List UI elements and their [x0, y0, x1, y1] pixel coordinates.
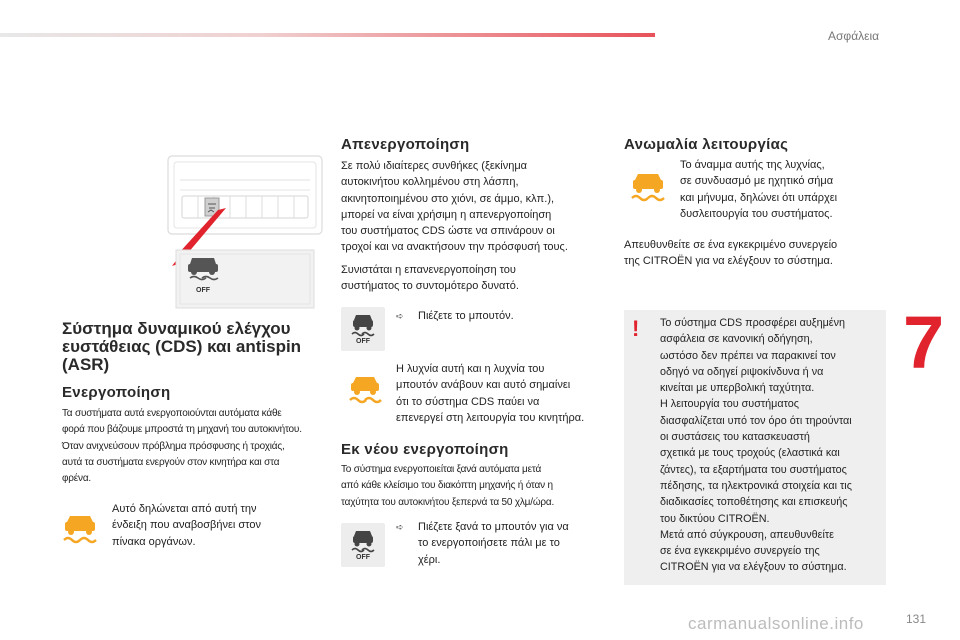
off-label: OFF [356, 338, 370, 345]
page-number: 131 [906, 612, 927, 626]
deactivation-heading: Απενεργοποίηση [341, 136, 470, 153]
press-button-step: ➪ Πιέζετε το μπουτόν. [396, 308, 606, 324]
malfunction-paragraph: Το άναμμα αυτής της λυχνίας, σε συνδυασμό με ηχητικό σήμα και μήνυμα, δηλώνει ότι υπάρχει δυσλειτουργία του συστήματος. [680, 159, 838, 220]
activation-paragraph: Τα συστήματα αυτά ενεργοποιούνται αυτόματα κάθε φορά που βάζουμε μπροστά τη μηχανή του αυτοκινήτου. Όταν ανιχνεύσουν πρόβλημα πρόσφυσης ή τροχιάς, αυτά τα συστήματα ενεργούν στον κινητήρα και στα φρένα. [62, 408, 302, 485]
flashing-indicator-icon [58, 508, 102, 548]
header-accent-bar [0, 33, 655, 37]
press-again-step: ➪ Πιέζετε ξανά το μπουτόν για να το ενεργοποιήσετε πάλι με το χέρι. [396, 521, 569, 566]
system-title: Σύστημα δυναμικού ελέγχου ευστάθειας (CDS) και antispin (ASR) [62, 319, 302, 375]
lamp-paragraph: Η λυχνία αυτή και η λυχνία του μπουτόν ανάβουν και αυτό σημαίνει ότι το σύστημα CDS παύει να επενεργεί στη λειτουργία του κινητήρα. [396, 363, 585, 424]
reactivation-paragraph: Το σύστημα ενεργοποιείται ξανά αυτόματα μετά από κάθε κλείσιμο του διακόπτη μηχανής ή όταν η ταχύτητα του αυτοκινήτου ξεπερνά τα 50 χλμ/ώρα. [341, 464, 555, 508]
malfunction-heading: Ανωμαλία λειτουργίας [624, 136, 789, 153]
warning-text: Το σύστημα CDS προσφέρει αυξημένη ασφάλεια σε κανονική οδήγηση, ωστόσο δεν πρέπει να παρακινεί τον οδηγό να οδηγεί ριψοκίνδυνα ή να κινείται με υπερβολική ταχύτητα. Η λειτουργία του συστήματος διασφαλίζεται υπό τον όρο ότι τηρούνται οι συστάσεις του κατασκευαστή σχετικά με τους τροχούς (ελαστικά και ζάντες), τα εξαρτήματα του συστήματος πέδησης, τα ηλεκτρονικά στοιχεία και τις διαδικασίες τοποθέτησης και επισκευής του δικτύου CITROËN. Μετά από σύγκρουση, απευθυνθείτε σε ένα εγκεκριμένο συνεργείο της CITROËN για να ελέγξουν το σύστημα. [660, 317, 852, 574]
indicator-paragraph: Αυτό δηλώνεται από αυτή την ένδειξη που αναβοσβήνει στον πίνακα οργάνων. [112, 503, 261, 548]
off-button-icon-box-2 [341, 523, 385, 567]
watermark: carmanualsonline.info [688, 614, 864, 633]
section-title: Ασφάλεια [828, 29, 880, 43]
dealer-paragraph: Απευθυνθείτε σε ένα εγκεκριμένο συνεργείο της CITROËN για να ελέγξουν το σύστημα. [624, 239, 838, 268]
car-skid-off-icon [178, 248, 228, 282]
reactivation-heading: Εκ νέου ενεργοποίηση [341, 441, 509, 458]
recommend-paragraph: Συνιστάται η επανενεργοποίηση του συστήματος το συντομότερο δυνατό. [341, 264, 519, 293]
bullet-arrow-icon: ➪ [396, 311, 404, 321]
off-label: OFF [196, 287, 210, 294]
off-button-icon-box [341, 307, 385, 351]
dashboard-illustration [160, 150, 330, 310]
warning-exclamation-icon: ! [632, 316, 640, 341]
bullet-arrow-icon: ➪ [396, 522, 404, 532]
chapter-number: 7 [903, 301, 945, 384]
deactivation-paragraph: Σε πολύ ιδιαίτερες συνθήκες (ξεκίνημα αυτοκινήτου κολλημένου στη λάσπη, ακινητοποιημένου στο χιόνι, σε άμμο, κλπ.), μπορεί να είναι χρήσιμη η απενεργοποίηση του συστήματος CDS ώστε να σπινάρουν οι τροχοί και να ανακτήσουν την πρόσφυσή τους. [341, 160, 568, 254]
cds-off-lamp-icon [345, 370, 385, 408]
activation-heading: Ενεργοποίηση [62, 384, 171, 401]
off-label: OFF [356, 554, 370, 561]
malfunction-lamp-icon [626, 166, 670, 206]
off-button-closeup [178, 248, 228, 306]
